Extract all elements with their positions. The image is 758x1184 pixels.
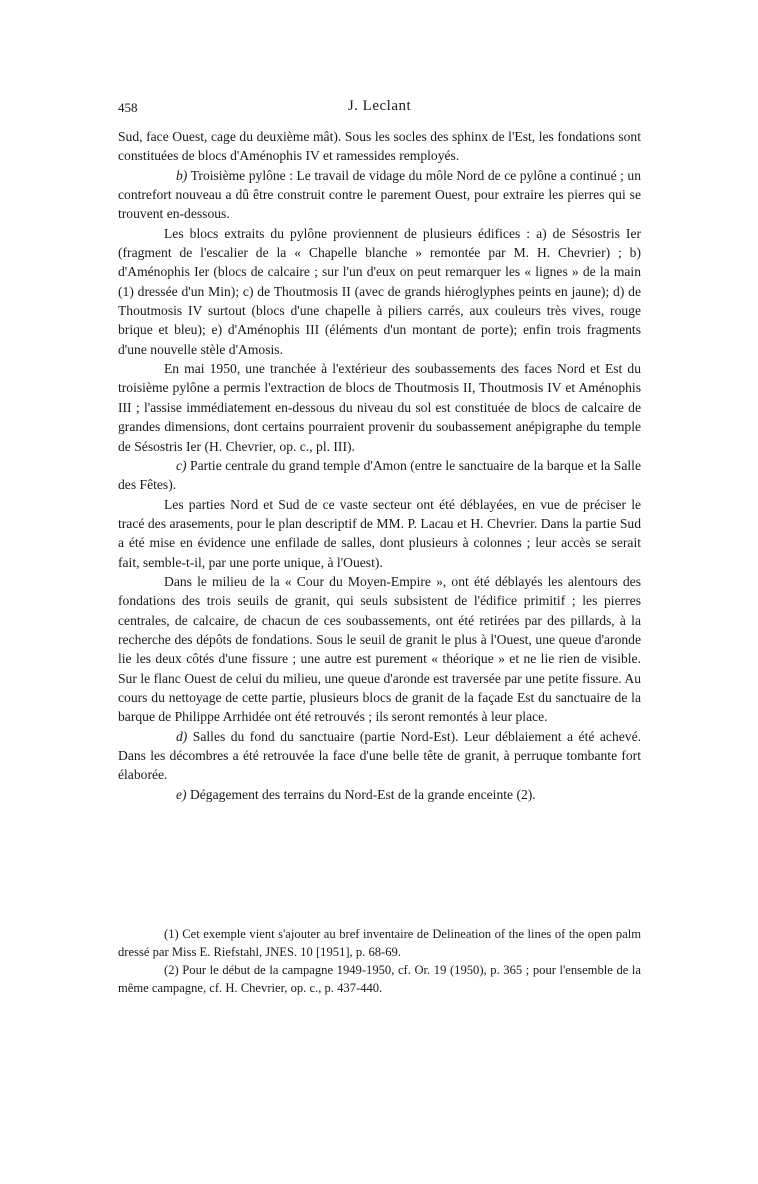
paragraph: En mai 1950, une tranchée à l'extérieur des soubassements des faces Nord et Est du troisième pylône a permis l'extraction de blocs de Thoutmosis II, Thoutmosis IV et Aménophis III ; l'assise immédiatement en-dessous du niveau du sol est constituée de blocs de calcaire de grandes dimensions, dont certains pourraient provenir du soubassement anépigraphe du temple de Sésostris Ier (H. Chevrier, op. c., pl. III). (118, 361, 641, 454)
footnote: (2) Pour le début de la campagne 1949-1950, cf. Or. 19 (1950), p. 365 ; pour l'ensemble de la même campagne, cf. H. Chevrier, op. c., p. 437-440. (118, 963, 641, 995)
page-number: 458 (118, 100, 138, 115)
paragraph: e) Dégagement des terrains du Nord-Est de la grande enceinte (2). (176, 786, 536, 802)
paragraph: Dans le milieu de la « Cour du Moyen-Empire », ont été déblayés les alentours des fondations des trois seuils de granit, qui seuls subsistent de l'édifice primitif ; les pierres centrales, de calcaire, de chacun de ces soubassements, ont été retirées par des pillards, à la recherche des dépôts de fondations. Sous le seuil de granit le plus à l'Ouest, une queue d'aronde lie les deux côtés d'une fissure ; une autre est purement « théorique » et ne lie rien de visible. Sur le flanc Ouest de celui du milieu, une queue d'aronde est traversée par une petite fissure. Au cours du nettoyage de cette partie, plusieurs blocs de granit de la façade Est du sanctuaire de la barque de Philippe Arrhidée ont été retrouvés ; ils seront remontés à leur place. (118, 573, 641, 725)
paragraph: Les parties Nord et Sud de ce vaste secteur ont été déblayées, en vue de préciser le tracé des arasements, pour le plan descriptif de MM. P. Lacau et H. Chevrier. Dans la partie Sud a été mise en évidence une enfilade de salles, dont plusieurs à colonnes ; leur accès se serait fait, semble-t-il, par une porte unique, à l'Ouest). (118, 496, 641, 570)
footnote: (1) Cet exemple vient s'ajouter au bref inventaire de Delineation of the lines of the open palm dressé par Miss E. Riefstahl, JNES. 10 [1951], p. 68-69. (118, 927, 641, 959)
footnotes (118, 925, 641, 997)
footnote-marker: (1) (164, 927, 179, 941)
paragraph: Sud, face Ouest, cage du deuxième mât). Sous les socles des sphinx de l'Est, les fondations sont constituées de blocs d'Aménophis IV et ramessides remployés. (118, 129, 641, 164)
paragraph: d) Salles du fond du sanctuaire (partie Nord-Est). Leur déblaiement a été achevé. Dans les décombres a été retrouvée la face d'une belle tête de granit, à perruque tombante fort élaborée. (118, 728, 641, 783)
item-label: c) (176, 457, 187, 473)
paragraph: b) Troisième pylône : Le travail de vidage du môle Nord de ce pylône a continué ; un contrefort nouveau a dû être construit contre le parement Ouest, pour extraire les pierres qui se trouvent en-dessous. (118, 167, 641, 222)
item-label: b) (176, 167, 188, 183)
item-label: d) (176, 728, 188, 744)
item-label: e) (176, 786, 187, 802)
page-header (118, 100, 641, 120)
paragraph: c) Partie centrale du grand temple d'Amon (entre le sanctuaire de la barque et la Salle des Fêtes). (118, 457, 641, 493)
body-text (118, 127, 641, 804)
paragraph: Les blocs extraits du pylône proviennent de plusieurs édifices : a) de Sésostris Ier (fragment de l'escalier de la « Chapelle blanche » remontée par M. H. Chevrier) ; b) d'Aménophis Ier (blocs de calcaire ; sur l'un d'eux on peut remarquer les « lignes » de la main (1) dressée d'un Min); c) de Thoutmosis II (avec de grands hiéroglyphes peints en jaune); d) de Thoutmosis IV surtout (blocs d'une chapelle à piliers carrés, aux couleurs très vives, rouge brique et bleu); e) d'Aménophis III (éléments d'un montant de porte); enfin trois fragments d'une nouvelle stèle d'Amosis. (118, 225, 641, 357)
footnote-marker: (2) (164, 963, 179, 977)
running-head: J. Leclant (347, 98, 412, 114)
